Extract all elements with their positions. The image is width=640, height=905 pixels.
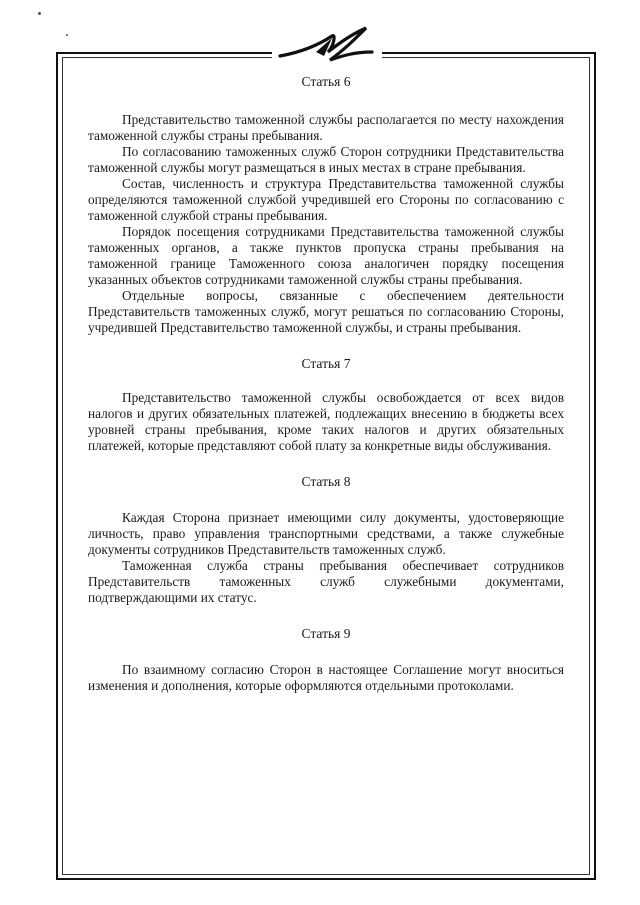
article-6-para-1: Представительство таможенной службы располагается по месту нахождения таможенной службы страны пребывания. xyxy=(88,112,564,143)
article-8 xyxy=(88,474,564,606)
article-9 xyxy=(88,626,564,694)
article-8-para-2: Таможенная служба страны пребывания обеспечивает сотрудников Представительств таможенных служб служебными документами, подтверждающими их статус. xyxy=(88,558,564,605)
article-6-para-5: Отдельные вопросы, связанные с обеспечением деятельности Представительств таможенных служб, могут решаться по согласованию Стороны, учредившей Представительство таможенной службы, и страны пребывания. xyxy=(88,288,564,335)
article-9-title: Статья 9 xyxy=(301,626,351,641)
article-6-para-4: Порядок посещения сотрудниками Представительства таможенной службы таможенных органов, а также пунктов пропуска страны пребывания на таможенной границе Таможенного союза аналогичен порядку посещения указанных объектов сотрудниками таможенной службы страны пребывания. xyxy=(88,224,564,287)
article-8-title: Статья 8 xyxy=(301,474,351,489)
article-7 xyxy=(88,356,564,454)
article-6 xyxy=(88,74,564,336)
article-6-title: Статья 6 xyxy=(301,74,351,89)
scan-speck xyxy=(38,12,41,15)
article-7-para-1: Представительство таможенной службы освобождается от всех видов налогов и других обязательных платежей, подлежащих внесению в бюджеты всех уровней страны пребывания, кроме таких налогов и других обязательных платежей, которые представляют собой плату за конкретные виды обслуживания. xyxy=(88,390,564,453)
article-7-title: Статья 7 xyxy=(301,356,351,371)
scan-speck xyxy=(66,34,68,36)
article-6-para-3: Состав, численность и структура Представительства таможенной службы определяются таможенной службой учредившей его Стороны по согласованию с таможенной службой страны пребывания. xyxy=(88,176,564,223)
article-9-para-1: По взаимному согласию Сторон в настоящее Соглашение могут вноситься изменения и дополнения, которые оформляются отдельными протоколами. xyxy=(88,662,564,693)
article-6-para-2: По согласованию таможенных служб Сторон сотрудники Представительства таможенной службы могут размещаться в иных местах в стране пребывания. xyxy=(88,144,564,175)
document-body xyxy=(88,70,564,694)
article-8-para-1: Каждая Сторона признает имеющими силу документы, удостоверяющие личность, право управления транспортными средствами, а также служебные документы сотрудников Представительств таможенных служб. xyxy=(88,510,564,557)
signature-flourish-icon xyxy=(272,22,382,72)
